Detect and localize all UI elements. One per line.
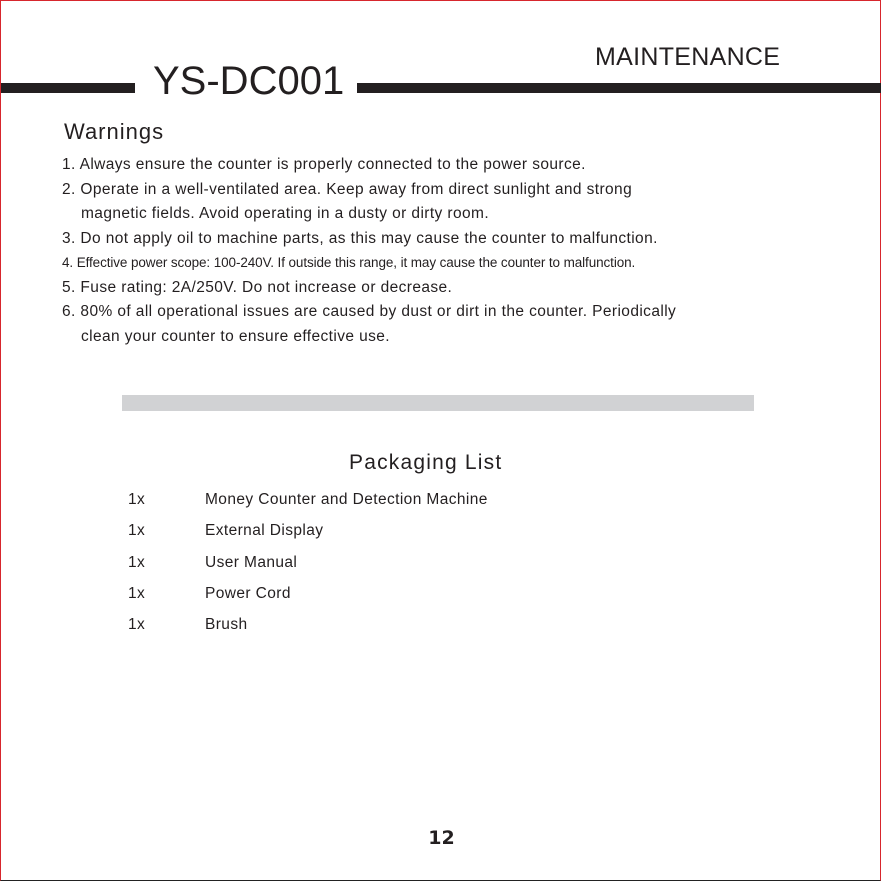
packaging-item <box>128 585 488 616</box>
packaging-item <box>128 522 488 553</box>
warning-item <box>62 300 842 349</box>
warning-item-text: 1. Always ensure the counter is properly connected to the power source. <box>62 156 586 173</box>
section-divider <box>122 395 754 411</box>
section-label: MAINTENANCE <box>595 43 781 71</box>
packaging-item-name: Brush <box>205 616 248 634</box>
packaging-item <box>128 491 488 522</box>
packaging-heading: Packaging List <box>349 451 503 474</box>
packaging-item-qty: 1x <box>128 553 146 571</box>
packaging-item-name: User Manual <box>205 553 298 571</box>
warnings-heading: Warnings <box>64 119 165 144</box>
warnings-list <box>62 153 842 349</box>
model-title: YS-DC001 <box>153 59 345 103</box>
header-rule-right <box>357 83 881 93</box>
warning-item-text: 2. Operate in a well-ventilated area. Keep away from direct sunlight and strong <box>62 180 633 198</box>
page-number: 12 <box>428 827 455 849</box>
warning-item-continuation: clean your counter to ensure effective use. <box>81 327 391 345</box>
packaging-item <box>128 554 488 585</box>
warning-item-text: 6. 80% of all operational issues are caused by dust or dirt in the counter. Periodically <box>62 303 677 320</box>
packaging-item-qty: 1x <box>128 584 146 602</box>
packaging-item-name: External Display <box>205 522 324 540</box>
packaging-item-qty: 1x <box>128 491 146 508</box>
packaging-item-name: Money Counter and Detection Machine <box>205 491 488 508</box>
warning-item-continuation: magnetic fields. Avoid operating in a dusty or dirty room. <box>81 205 490 222</box>
header-rule-left <box>1 83 135 93</box>
warning-item <box>62 153 842 178</box>
packaging-item-name: Power Cord <box>205 584 291 602</box>
packaging-list <box>128 491 488 647</box>
warning-item-text: 5. Fuse rating: 2A/250V. Do not increase or decrease. <box>62 278 453 296</box>
packaging-item-qty: 1x <box>128 522 146 540</box>
packaging-item-qty: 1x <box>128 616 146 634</box>
warning-item-text: 3. Do not apply oil to machine parts, as this may cause the counter to malfunction. <box>62 229 658 247</box>
warning-item <box>62 178 842 227</box>
warning-item-text: 4. Effective power scope: 100-240V. If outside this range, it may cause the counter to malfunction. <box>62 255 636 270</box>
packaging-item <box>128 616 488 647</box>
warning-item <box>62 276 842 301</box>
warning-item <box>62 251 842 276</box>
warning-item <box>62 227 842 252</box>
